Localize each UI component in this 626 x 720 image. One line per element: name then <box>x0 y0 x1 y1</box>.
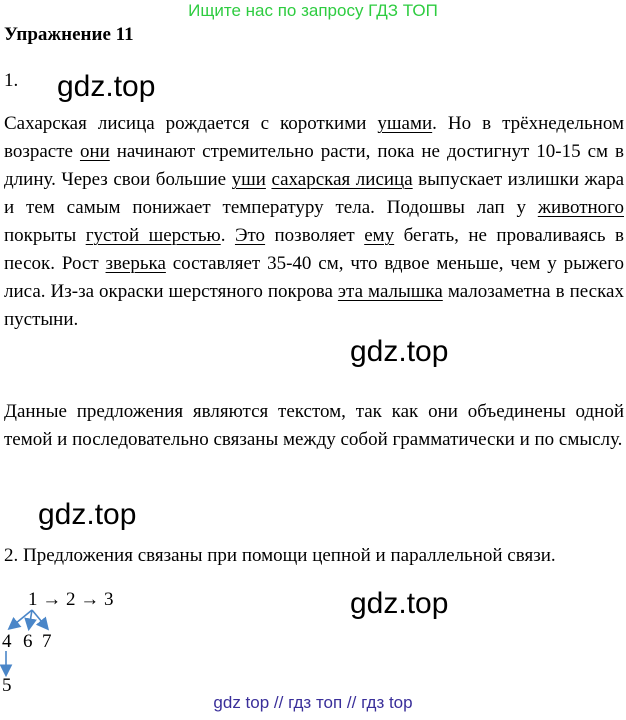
watermark: gdz.top <box>350 587 449 620</box>
text-segment: бегать, не проваливаясь в песок. Рост <box>4 225 624 274</box>
text-segment: составляет 35-40 см, что вдвое меньше, чем у рыжего лиса. Из-за окраски шерстяного покрова <box>4 253 624 302</box>
text-segment: Сахарская лисица рождается с короткими <box>4 113 378 134</box>
underlined-word: животного <box>537 197 624 218</box>
conclusion-paragraph: Данные предложения являются текстом, так как они объединены одной темой и последовательно связаны между собой грамматически и по смыслу. <box>4 401 624 450</box>
connection-diagram <box>0 585 200 700</box>
underlined-word: ему <box>364 225 395 246</box>
text-segment: позволяет <box>265 225 365 246</box>
promo-banner: Ищите нас по запросу ГДЗ ТОП <box>188 1 438 20</box>
underlined-word: зверька <box>105 253 166 274</box>
arrow-1-7 <box>32 610 47 628</box>
underlined-word: ушами <box>377 113 433 134</box>
watermark: gdz.top <box>350 335 449 368</box>
diagram-node-7: 7 <box>42 631 52 652</box>
text-segment: покрыты <box>4 225 86 246</box>
underlined-word: Это <box>234 225 266 246</box>
underlined-word: уши <box>231 169 266 190</box>
text-segment: малозаметна в песках пустыни. <box>4 281 624 330</box>
text-segment: . Но в трёхнедельном возрасте <box>4 113 624 162</box>
underlined-word: густой шерстью <box>85 225 221 246</box>
watermark: gdz.top <box>57 70 156 103</box>
text-paragraph <box>4 110 624 334</box>
text-segment: выпускает излишки жара и тем самым понижает температуру тела. Подошвы лап у <box>4 169 625 218</box>
underlined-word: сахарская лисица <box>271 169 413 190</box>
diagram-node-4: 4 <box>2 631 12 652</box>
underlined-word: они <box>79 141 110 162</box>
diagram-node-5: 5 <box>2 675 12 696</box>
watermark: gdz.top <box>38 498 137 531</box>
text-segment: . <box>220 225 235 246</box>
item-2-text: 2. Предложения связаны при помощи цепной и параллельной связи. <box>4 545 556 566</box>
text-segment: начинают стремительно расти, пока не достигнут 10-15 см в длину. Через свои большие <box>4 141 624 190</box>
diagram-node-6: 6 <box>23 631 33 652</box>
footer-links: gdz top // гдз топ // гдз top <box>213 693 413 712</box>
item-number-1: 1. <box>4 70 19 91</box>
diagram-chain: 1 → 2 → 3 <box>28 589 114 610</box>
underlined-word: эта малышка <box>337 281 443 302</box>
exercise-title: Упражнение 11 <box>4 24 134 45</box>
